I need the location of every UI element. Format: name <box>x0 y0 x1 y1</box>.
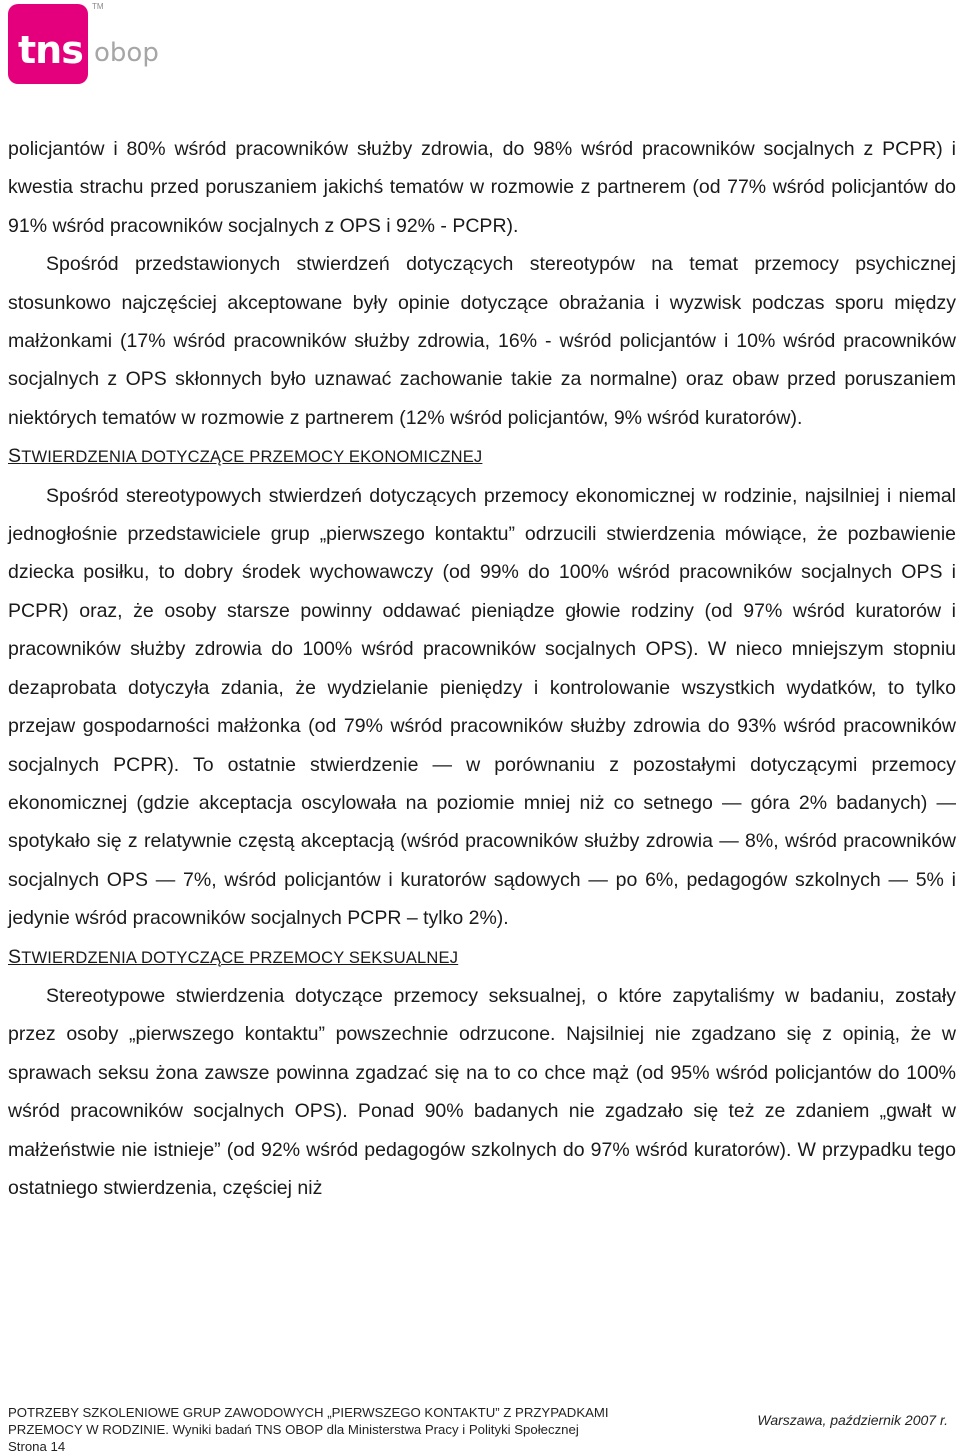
paragraph-continuation: policjantów i 80% wśród pracowników służby zdrowia, do 98% wśród pracowników socjalnych z PCPR) i kwestia strachu przed poruszaniem jakichś tematów w rozmowie z partnerem (od 77% wśród policjantów do 91% wśród pracowników socjalnych z OPS i 92% - PCPR). <box>8 138 956 237</box>
footer-report-title <box>8 1404 728 1455</box>
footer-line-1: POTRZEBY SZKOLENIOWE GRUP ZAWODOWYCH „PIERWSZEGO KONTAKTU” Z PRZYPADKAMI <box>8 1405 609 1420</box>
footer-line-2: PRZEMOCY W RODZINIE. Wyniki badań TNS OBOP dla Ministerstwa Pracy i Polityki Społecznej <box>8 1422 579 1437</box>
logo-pink-box <box>8 4 88 84</box>
section-heading-sexual <box>8 938 956 977</box>
paragraph-psychological-violence: Spośród przedstawionych stwierdzeń dotyczących stereotypów na temat przemocy psychicznej stosunkowo najczęściej akceptowane były opinie dotyczące obrażania i wyzwisk podczas sporu między małżonkami (17% wśród pracowników służby zdrowia, 16% - wśród policjantów i 10% wśród pracowników socjalnych z OPS skłonnych było uznawać zachowanie takie za normalne) oraz obaw przed poruszaniem niektórych tematów w rozmowie z partnerem (12% wśród policjantów, 9% wśród kuratorów). <box>8 253 956 429</box>
tns-obop-logo <box>8 2 159 84</box>
logo-trademark: TM <box>92 2 104 11</box>
heading-text: TWIERDZENIA DOTYCZĄCE PRZEMOCY EKONOMICZNEJ <box>21 448 483 467</box>
section-heading-economic <box>8 437 956 476</box>
page-number: Strona 14 <box>8 1439 66 1454</box>
footer-date: Warszawa, październik 2007 r. <box>757 1412 948 1428</box>
logo-tns-text: tns <box>18 28 83 72</box>
paragraph-sexual-violence: Stereotypowe stwierdzenia dotyczące przemocy seksualnej, o które zapytaliśmy w badaniu, zostały przez osoby „pierwszego kontaktu” powszechnie odrzucone. Najsilniej nie zgadzano się z opinią, że w sprawach seksu żona zawsze powinna zgadzać się na to co chce mąż (od 95% wśród policjantów do 100% wśród pracowników socjalnych OPS). Ponad 90% badanych nie zgadzało się też ze zdaniem „gwałt w małżeństwie nie istnieje” (od 92% wśród pedagogów szkolnych do 97% wśród kuratorów). W przypadku tego ostatniego stwierdzenia, częściej niż <box>8 984 956 1199</box>
paragraph-economic-violence: Spośród stereotypowych stwierdzeń dotyczących przemocy ekonomicznej w rodzinie, najsilniej i niemal jednogłośnie przedstawiciele grup „pierwszego kontaktu” odrzucili stwierdzenia mówiące, że pozbawienie dziecka posiłku, to dobry środek wychowawczy (od 99% do 100% wśród pracowników socjalnych OPS i PCPR) oraz, że osoby starsze powinny oddawać pieniądze głowie rodziny (od 97% wśród kuratorów i pracowników służby zdrowia do 100% wśród pracowników socjalnych OPS). W nieco mniejszym stopniu dezaprobata dotyczyła zdania, że wydzielanie pieniędzy i kontrolowanie wszystkich wydatków, to tylko przejaw gospodarności małżonka (od 79% wśród pracowników służby zdrowia do 93% wśród pracowników socjalnych PCPR). To ostatnie stwierdzenie — w porównaniu z pozostałymi dotyczącymi przemocy ekonomicznej (gdzie akceptacja oscylowała na poziomie mniej niż co setnego — góra 2% badanych) — spotykało się z relatywnie częstą akceptacją (wśród pracowników służby zdrowia — 8%, wśród pracowników socjalnych OPS — 7%, wśród policjantów i kuratorów sądowych — po 6%, pedagogów szkolnych — 5% i jedynie wśród pracowników socjalnych PCPR – tylko 2%). <box>8 484 956 930</box>
heading-first-letter: S <box>8 445 22 468</box>
heading-text: TWIERDZENIA DOTYCZĄCE PRZEMOCY SEKSUALNEJ <box>21 948 459 967</box>
document-body <box>8 130 956 1207</box>
logo-obop-text: obop <box>94 38 159 68</box>
heading-first-letter: S <box>8 945 22 968</box>
page-footer <box>8 1400 956 1454</box>
